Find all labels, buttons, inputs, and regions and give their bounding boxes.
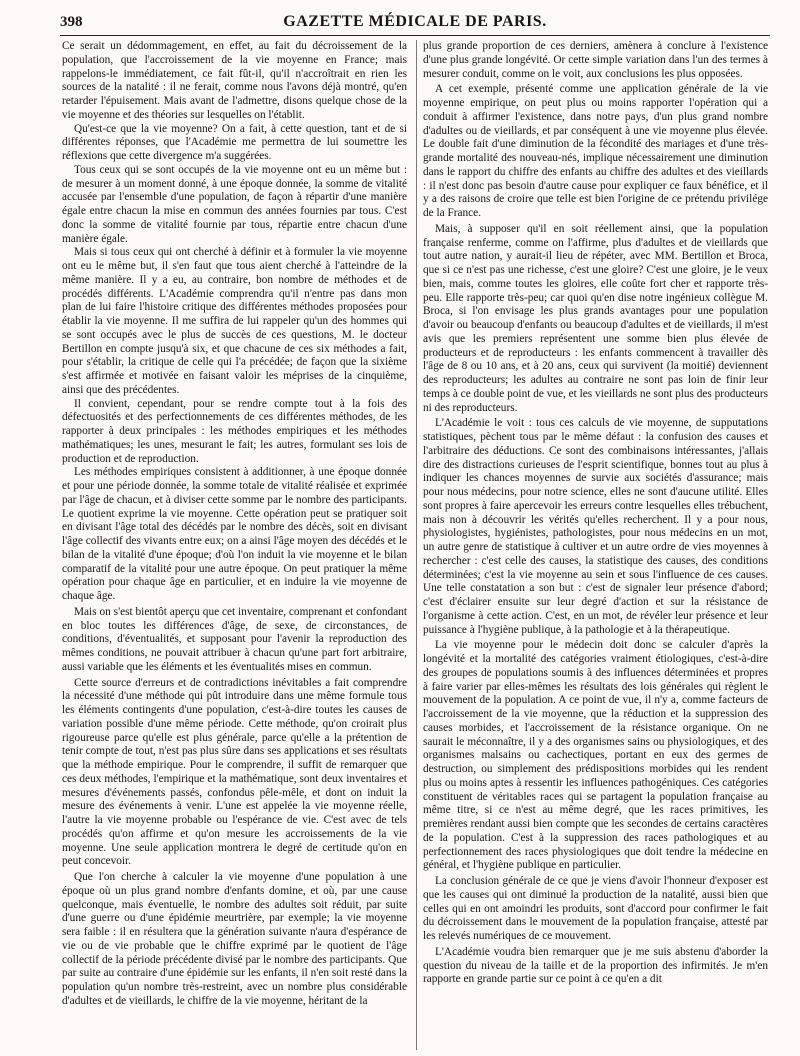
paragraph: L'Académie voudra bien remarquer que je me suis abstenu d'aborder la question du niveau de la taille et de la proportion des infirmités. Je m'en rapporte en grande partie sur ce point à ce qu'en a dit: [423, 945, 768, 986]
paragraph: Tous ceux qui se sont occupés de la vie moyenne ont eu un même but : de mesurer à un moment donné, à une époque donnée, la somme de vitalité accusée par l'ensemble d'une population, de façon à répartir d'une manière égale entre chacun la mise en commun des années fournies par tous. C'est donc la somme de vitalité fournie par tous, répartie entre chacun d'une manière égale.: [62, 163, 407, 245]
column-divider: [416, 40, 417, 1050]
paragraph: Mais si tous ceux qui ont cherché à définir et à formuler la vie moyenne ont eu le même but, il s'en faut que tous aient cherché à l'atteindre de la même manière. Il y a eu, au contraire, bon nombre de méthodes et de procédés différents. L'Académie comprendra qu'il n'entre pas dans mon plan de lui faire l'histoire critique des différentes méthodes proposées pour établir la vie moyenne. Il me suffira de lui rappeler qu'un des hommes qui se sont occupés avec le plus de succès de ces questions, M. le docteur Bertillon en compte jusqu'à six, et que chacune de ces six méthodes a fait, pour s'établir, la critique de celle qui l'a précédée; de façon que la sixième s'est affirmée et motivée en faisant valoir les méprises de la cinquième, ainsi que des précédentes.: [62, 246, 407, 396]
paragraph: Mais, à supposer qu'il en soit réellement ainsi, que la population française renferme, comme on l'affirme, plus d'adultes et de vieillards que tout autre nation, y aurait-il lieu de répéter, avec MM. Bertillon et Broca, que si ce n'est pas une richesse, c'est une gloire? C'est une gloire, je le veux bien, mais, comme toutes les gloires, elle coûte fort cher et rapporte très-peu. Elle rapporte très-peu; car quoi qu'en dise notre ingénieux collègue M. Broca, si l'on envisage les plus grands avantages pour une population d'avoir ou beaucoup d'enfants ou beaucoup d'adultes et de vieillards, il m'est avis que les premiers représentent une somme bien plus élevée de producteurs et de reproducteurs : les enfants commencent à travailler dès l'âge de 8 ou 10 ans, et à 20 ans, ceux qui survivent (la moitié) deviennent des reproducteurs; les adultes au contraire ne sont pas loin de finir leur temps à ce double point de vue, et les vieillards ne sont plus des producteurs ni des reproducteurs.: [423, 222, 768, 414]
paragraph: La vie moyenne pour le médecin doit donc se calculer d'après la longévité et la mortalité des catégories vraiment étiologiques, c'est-à-dire des groupes de populations soumis à des influences déterminées et propres à faire varier par elles-mêmes les résultats des lois générales qui règlent le mouvement de la population. A ce point de vue, il n'y a, comme facteurs de l'accroissement de la vie moyenne, que la réduction et la suppression des causes morbides, et l'accroissement de la résistance organique. On ne saurait le méconnaître, il y a des organismes sains ou physiologiques, et des organismes malsains ou cachectiques, portant en eux des germes de destruction, ou simplement des prédispositions morbides qui les rendent plus ou moins aptes à ressentir les influences pathogéniques. Ces catégories constituent de véritables races qui se partagent la population française au même titre, si ce n'est au même degré, que les races primitives, les premières rendant aussi bien compte que les secondes de certains caractères de la population. C'est à la suppression des races pathologiques et au perfectionnement des races physiologiques que doit tendre la médecine en général, et l'hygiène publique en particulier.: [423, 639, 768, 872]
paragraph: Il convient, cependant, pour se rendre compte tout à la fois des défectuosités et des perfectionnements de ces différentes méthodes, de les rapporter à deux principales : les méthodes empiriques et les méthodes mathématiques; les unes, mesurant le fait; les autres, formulant ses lois de production et de reproduction.: [62, 397, 407, 465]
page-number: 398: [60, 14, 83, 30]
paragraph: Les méthodes empiriques consistent à additionner, à une époque donnée et pour une période donnée, la somme totale de vitalité réalisée et exprimée par l'âge de chacun, et à diviser cette somme par le nombre des participants. Le quotient exprime la vie moyenne. Cette opération peut se pratiquer soit en divisant l'âge total des décédés par le nombre des décès, soit en divisant l'âge collectif des vivants entre eux; on a ainsi l'âge moyen des décédés et le bilan de la vitalité d'une époque; d'où l'on induit la vie moyenne et le bilan comparatif de la vitalité pour une autre époque. On peut pratiquer la même opération pour chaque âge en particulier, et en induire la vie moyenne de chaque âge.: [62, 466, 407, 602]
paragraph: Que l'on cherche à calculer la vie moyenne d'une population à une époque où un plus grand nombre d'enfants domine, et où, par une cause quelconque, mais éventuelle, le nombre des adultes soit réduit, par suite d'une guerre ou d'une épidémie meurtrière, par exemple; la vie moyenne sera faible : il en résultera que la génération suivante n'aura d'espérance de vie ou de vie probable que le chiffre exprimé par le quotient de l'âge collectif de la période précédente divisé par le nombre des participants. Que par suite au contraire d'une épidémie sur les enfants, il n'en soit resté dans la population qu'un nombre très-restreint, avec un nombre plus considérable d'adultes et de vieillards, le chiffre de la vie moyenne, héritant de la: [62, 871, 407, 1007]
left-column: [62, 40, 407, 1052]
paragraph: Qu'est-ce que la vie moyenne? On a fait, à cette question, tant et de si différentes réponses, que l'Académie me permettra de lui soumettre les réflexions que cette divergence m'a suggérées.: [62, 122, 407, 162]
paragraph: Mais on s'est bientôt aperçu que cet inventaire, comprenant et confondant en bloc toutes les différences d'âge, de sexe, de circonstances, de conditions, d'éventualités, et supposant pour l'avenir la reproduction des mêmes conditions, ne pouvait attribuer à chacun qu'une part fort arbitraire, aussi variable que les éléments et les éventualités mises en commun.: [62, 605, 407, 673]
paragraph: L'Académie le voit : tous ces calculs de vie moyenne, de supputations statistiques, pèchent tous par le même défaut : la confusion des causes et l'arbitraire des déductions. Ce sont des combinaisons intéressantes, j'allais dire des distractions curieuses de l'esprit scientifique, bonnes tout au plus à indiquer les chances moyennes de survie aux sociétés d'assurance; mais pour nous médecins, pour notre science, elles ne sont d'aucune utilité. Elles sont propres à faire apercevoir les erreurs contre lesquelles elles trébuchent, mais non à découvrir les vérités qu'elles recherchent. Il y a pour nous, physiologistes, hygiénistes, pathologistes, pour nous médecins en un mot, un autre genre de statistique à cultiver et un autre ordre de vies moyennes à rechercher : c'est celle des causes, la statistique des causes, des conditions déterminées; c'est la vie moyenne au sein et sous l'influence de ces causes. Une telle constatation a son but : c'est de signaler leur présence d'abord; c'est d'éclairer ensuite sur leur degré d'action et sur la résistance de l'organisme à cette action. C'est, en un mot, de révéler leur présence et leur puissance à l'hygiène publique, à la pathologie et à la thérapeutique.: [423, 417, 768, 636]
paragraph: Cette source d'erreurs et de contradictions inévitables a fait comprendre la nécessité d'une méthode qui pût introduire dans une même formule tous les éléments contingents d'une population, c'est-à-dire toutes les causes de variation possible d'une même période. Cette méthode, qu'on croirait plus rigoureuse parce qu'elle est plus générale, parce qu'elle a la prétention de tenir compte de tout, n'est pas plus sûre dans ses applications et ses résultats que la méthode empirique. Pour le comprendre, il suffit de remarquer que ces deux méthodes, l'empirique et la mathématique, sont deux inventaires et mesures d'événements passés, confondus pêle-mêle, et dont on induit la mesure des événements à venir. L'une est appelée la vie moyenne réelle, l'autre la vie moyenne probable ou l'espérance de vie. C'est avec de tels procédés qu'on affirme et qu'on mesure les accroissements de la vie moyenne. Une seule application montrera le degré de certitude qu'on en peut concevoir.: [62, 676, 407, 868]
paragraph: Ce serait un dédommagement, en effet, au fait du décroissement de la population, que l'accroissement de la vie moyenne en France; mais rappelons-le immédiatement, ce fait fût-il, qu'il n'accroîtrait en rien les sources de la natalité : il ne ferait, comme nous l'avons déjà montré, qu'en retarder l'épuisement. Mais avant de l'admettre, disons quelque chose de la vie moyenne et des théories sur lesquelles on l'établit.: [62, 40, 407, 121]
journal-title: GAZETTE MÉDICALE DE PARIS.: [283, 13, 547, 30]
header-rule: [60, 35, 770, 36]
paragraph: A cet exemple, présenté comme une application générale de la vie moyenne empirique, on peut plus ou moins rapporter l'opération qui a conduit à affirmer l'existence, dans notre pays, d'un plus grand nombre d'adultes ou de vieillards, et par conséquent à une vie moyenne plus élevée. Le double fait d'une diminution de la fécondité des mariages et d'une très-grande mortalité des nouveau-nés, implique nécessairement une diminution dans le rapport du chiffre des enfants au chiffre des adultes et des vieillards : il n'est donc pas besoin d'autre cause pour expliquer ce faux bénéfice, et il y a des raisons de croire que telle est bien l'origine de ce prétendu privilége de la France.: [423, 83, 768, 219]
paragraph: La conclusion générale de ce que je viens d'avoir l'honneur d'exposer est que les causes qui ont diminué la production de la natalité, aussi bien que celles qui en ont amoindri les produits, sont d'accord pour confirmer le fait du décroissement dans le mouvement de la population française, attesté par les relevés numériques de ce mouvement.: [423, 875, 768, 942]
page-header: [60, 10, 770, 36]
paragraph: plus grande proportion de ces derniers, amènera à conclure à l'existence d'une plus grande longévité. Or cette simple variation dans l'un des termes à mesurer conduit, comme on le voit, aux conclusions les plus opposées.: [423, 40, 768, 80]
right-column: [423, 40, 768, 1052]
